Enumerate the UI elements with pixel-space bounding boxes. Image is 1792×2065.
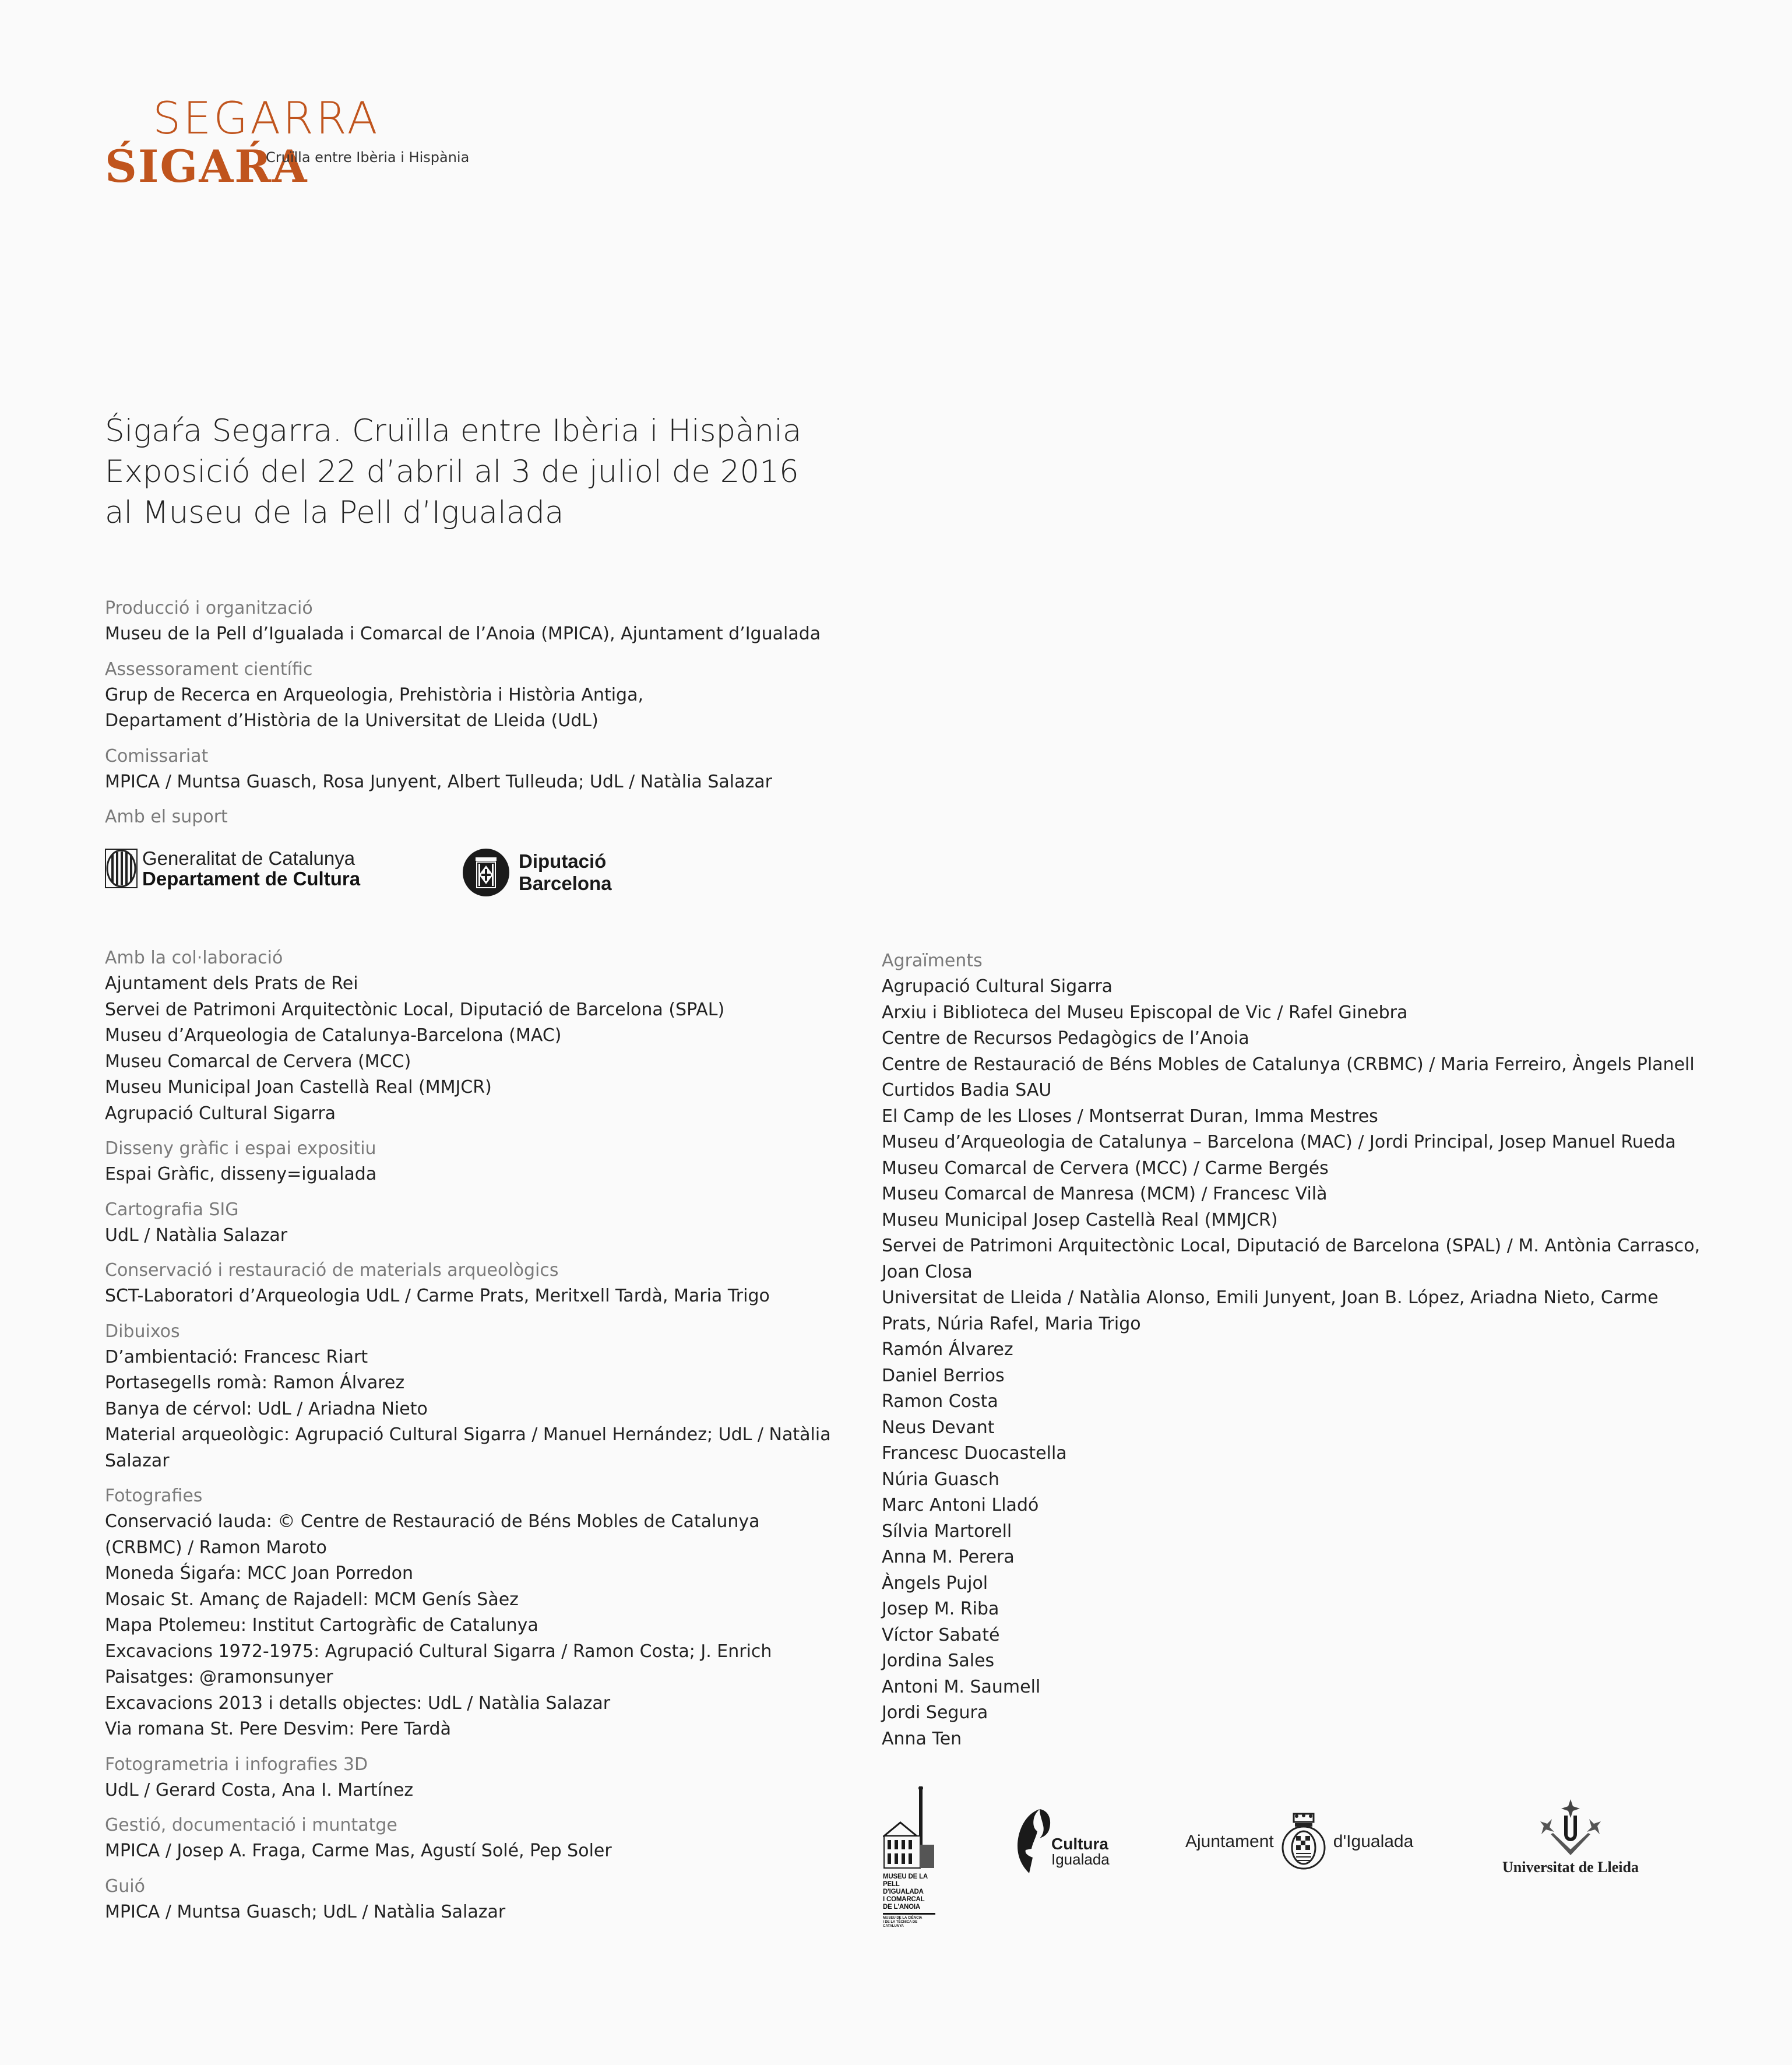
credit-line: Núria Guasch — [882, 1469, 999, 1490]
section-label: Agraïments — [882, 951, 983, 971]
credit-line: Àngels Pujol — [882, 1573, 988, 1593]
credits-left — [105, 945, 833, 1925]
logo-sigara-text: ŚIGAŔA — [105, 140, 308, 192]
credit-line: Paisatges: @ramonsunyer — [105, 1667, 333, 1687]
credit-line: Museu Comarcal de Cervera (MCC) / Carme Bergés — [882, 1158, 1329, 1179]
cultura-line1: Cultura — [1051, 1835, 1108, 1853]
udl-name: Universitat de Lleida — [1502, 1859, 1639, 1876]
section-label: Gestió, documentació i muntatge — [105, 1815, 397, 1835]
credit-line: Arxiu i Biblioteca del Museu Episcopal de Vic / Rafel Ginebra — [882, 1002, 1408, 1023]
department-name: Departament de Cultura — [142, 868, 361, 889]
cultura-line2: Igualada — [1051, 1851, 1110, 1868]
credit-line: Jordi Segura — [882, 1702, 988, 1723]
ajuntament-left-text: Ajuntament — [1185, 1832, 1274, 1851]
museu-rule — [883, 1913, 935, 1915]
credit-line: Excavacions 2013 i detalls objectes: UdL / Natàlia Salazar — [105, 1693, 611, 1714]
credits-top — [105, 596, 833, 830]
ajuntament-right-text: d'Igualada — [1333, 1832, 1414, 1851]
museu-line: DE L'ANOIA — [883, 1904, 920, 1911]
section-label: Amb el suport — [105, 807, 228, 827]
credit-line: Centre de Restauració de Béns Mobles de Catalunya (CRBMC) / Maria Ferreiro, Àngels Planell — [882, 1054, 1695, 1075]
credit-line: Ramon Costa — [882, 1391, 998, 1412]
section-label: Amb la col·laboració — [105, 948, 283, 968]
section-label: Comissariat — [105, 745, 209, 766]
credit-line: Ramón Álvarez — [882, 1339, 1013, 1360]
section-label: Assessorament científic — [105, 659, 313, 680]
credit-line: Marc Antoni Lladó — [882, 1495, 1039, 1515]
credit-line: Museu de la Pell d’Igualada i Comarcal de l’Anoia (MPICA), Ajuntament d’Igualada — [105, 624, 821, 644]
credit-line: Víctor Sabaté — [882, 1624, 1000, 1645]
museu-line: I COMARCAL — [883, 1896, 925, 1903]
credit-line: Departament d’Història de la Universitat de Lleida (UdL) — [105, 710, 598, 731]
diputacio-line2: Barcelona — [519, 873, 612, 894]
credit-line: Agrupació Cultural Sigarra — [105, 1103, 336, 1124]
generalitat-shield-icon — [105, 849, 138, 888]
credit-line: Anna M. Perera — [882, 1547, 1015, 1567]
credit-line: Via romana St. Pere Desvim: Pere Tardà — [105, 1719, 451, 1739]
museu-pell-logo — [883, 1786, 935, 1929]
credit-line: Portasegells romà: Ramon Álvarez — [105, 1373, 405, 1393]
section-label: Fotografies — [105, 1486, 203, 1506]
credit-line: Museu d’Arqueologia de Catalunya – Barcelona (MAC) / Jordi Principal, Josep Manuel Rueda — [882, 1132, 1676, 1152]
title-line: al Museu de la Pell d’Igualada — [105, 495, 564, 530]
credit-line: Josep M. Riba — [882, 1599, 999, 1619]
credit-line: Banya de cérvol: UdL / Ariadna Nieto — [105, 1398, 428, 1419]
credit-line: Museu Comarcal de Manresa (MCM) / Francesc Vilà — [882, 1184, 1328, 1204]
generalitat-logo — [105, 848, 360, 889]
ajuntament-igualada-logo — [1185, 1813, 1413, 1871]
logo-segarra-text: SEGARRA — [153, 92, 380, 144]
section-label: Guió — [105, 1876, 145, 1897]
credit-line: El Camp de les Lloses / Montserrat Duran, Imma Mestres — [882, 1106, 1378, 1127]
credit-line: UdL / Natàlia Salazar — [105, 1225, 288, 1246]
credit-line: Mosaic St. Amanç de Rajadell: MCM Genís Sàez — [105, 1589, 519, 1610]
credit-line: Centre de Recursos Pedagògics de l’Anoia — [882, 1028, 1249, 1049]
museu-line: MUSEU DE LA — [883, 1873, 928, 1880]
credit-line: Material arqueològic: Agrupació Cultural Sigarra / Manuel Hernández; UdL / Natàlia Salazar — [105, 1424, 831, 1471]
section-label: Cartografia SIG — [105, 1199, 239, 1220]
credits-right — [882, 948, 1709, 1752]
credit-line: UdL / Gerard Costa, Ana I. Martínez — [105, 1779, 414, 1800]
credit-line: Museu Comarcal de Cervera (MCC) — [105, 1051, 411, 1072]
diputacio-emblem-icon — [462, 848, 511, 897]
credit-line: Mapa Ptolemeu: Institut Cartogràfic de Catalunya — [105, 1615, 538, 1635]
diputacio-logo — [462, 848, 612, 897]
credit-line: Museu d’Arqueologia de Catalunya-Barcelona (MAC) — [105, 1025, 562, 1046]
museu-factory-icon — [883, 1786, 935, 1871]
museu-sub-line: I DE LA TÈCNICA DE CATALUNYA — [883, 1920, 918, 1928]
credit-line: Museu Municipal Joan Castellà Real (MMJCR) — [105, 1077, 492, 1097]
title-line: Śigaŕa Segarra. Cruïlla entre Ibèria i Hispània — [105, 413, 802, 449]
section-label: Fotogrametria i infografies 3D — [105, 1754, 368, 1775]
museu-line: PELL D'IGUALADA — [883, 1881, 924, 1895]
credit-line: Ajuntament dels Prats de Rei — [105, 973, 358, 994]
credit-line: Daniel Berrios — [882, 1365, 1005, 1386]
credit-line: Conservació lauda: © Centre de Restauració de Béns Mobles de Catalunya (CRBMC) / Ramon Maroto — [105, 1511, 760, 1558]
credit-line: Jordina Sales — [882, 1651, 995, 1671]
credit-line: Espai Gràfic, disseny=igualada — [105, 1164, 377, 1184]
generalitat-name: Generalitat de Catalunya — [142, 847, 355, 869]
udl-emblem-icon — [1530, 1798, 1611, 1856]
credit-line: Francesc Duocastella — [882, 1443, 1067, 1464]
museu-sub-line: MUSEU DE LA CIÈNCIA — [883, 1916, 923, 1920]
udl-logo — [1502, 1798, 1639, 1876]
credit-line: Agrupació Cultural Sigarra — [882, 976, 1113, 997]
credit-line: Neus Devant — [882, 1417, 995, 1438]
credit-line: MPICA / Muntsa Guasch; UdL / Natàlia Salazar — [105, 1901, 506, 1922]
credit-line: Grup de Recerca en Arqueologia, Prehistòria i Història Antiga, — [105, 684, 644, 705]
section-label: Producció i organització — [105, 598, 313, 618]
credit-line: Anna Ten — [882, 1728, 962, 1749]
section-label: Conservació i restauració de materials arqueològics — [105, 1260, 559, 1280]
credit-line: Sílvia Martorell — [882, 1521, 1012, 1542]
credit-line: MPICA / Muntsa Guasch, Rosa Junyent, Albert Tulleuda; UdL / Natàlia Salazar — [105, 771, 772, 792]
diputacio-line1: Diputació — [519, 850, 607, 872]
credit-line: Servei de Patrimoni Arquitectònic Local, Diputació de Barcelona (SPAL) / M. Antònia Carrasco, Joan Closa — [882, 1236, 1701, 1282]
section-label: Disseny gràfic i espai expositiu — [105, 1138, 376, 1159]
credit-line: SCT-Laboratori d’Arqueologia UdL / Carme Prats, Meritxell Tardà, Maria Trigo — [105, 1286, 770, 1306]
credit-line: Moneda Śigaŕa: MCC Joan Porredon — [105, 1563, 414, 1584]
logo-subtitle: Cruïlla entre Ibèria i Hispània — [266, 149, 470, 166]
section-label: Dibuixos — [105, 1321, 180, 1342]
credit-line: Museu Municipal Josep Castellà Real (MMJCR) — [882, 1209, 1278, 1230]
credit-line: Universitat de Lleida / Natàlia Alonso, Emili Junyent, Joan B. López, Ariadna Nieto, Carme Prats, Núria Rafel, Maria Trigo — [882, 1287, 1659, 1334]
title-line: Exposició del 22 d’abril al 3 de juliol de 2016 — [105, 454, 799, 490]
igualada-crest-icon — [1277, 1813, 1330, 1871]
credit-line: Servei de Patrimoni Arquitectònic Local, Diputació de Barcelona (SPAL) — [105, 999, 725, 1020]
credit-line: Antoni M. Saumell — [882, 1676, 1041, 1697]
credit-line: Curtidos Badia SAU — [882, 1080, 1052, 1100]
cultura-igualada-logo — [1016, 1808, 1110, 1875]
credit-line: Excavacions 1972-1975: Agrupació Cultural Sigarra / Ramon Costa; J. Enrich — [105, 1641, 772, 1662]
credit-line: D’ambientació: Francesc Riart — [105, 1346, 368, 1367]
exhibition-title — [105, 411, 801, 533]
credit-line: MPICA / Josep A. Fraga, Carme Mas, Agustí Solé, Pep Soler — [105, 1841, 612, 1861]
